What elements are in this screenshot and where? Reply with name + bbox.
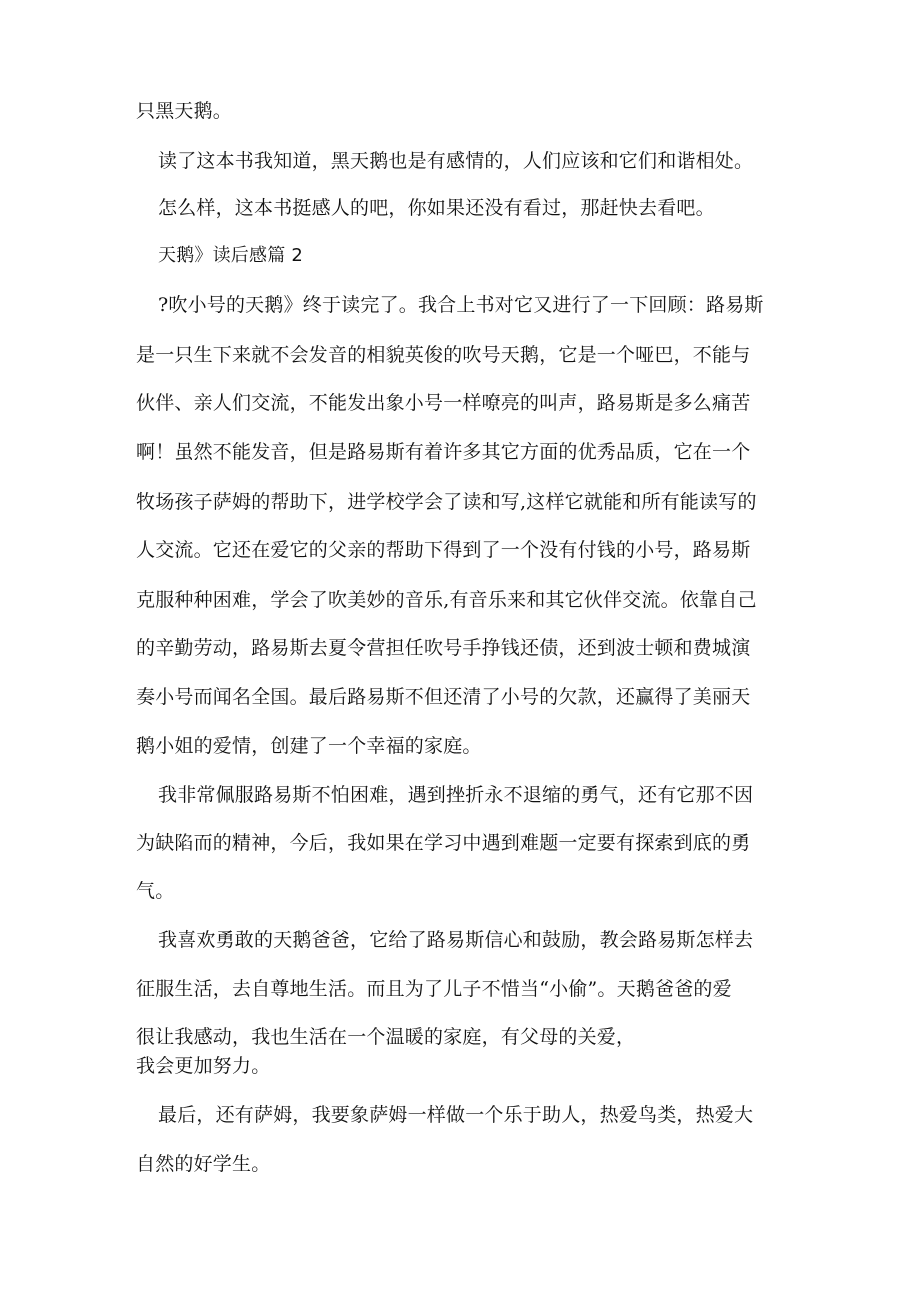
text-line: ?吹小号的天鹅》终于读完了。我合上书对它又进行了一下回顾：路易斯 xyxy=(158,294,764,316)
text-line: 牧场孩子萨姆的帮助下，进学校学会了读和写,这样它就能和所有能读写的 xyxy=(136,491,757,513)
text-line: 气。 xyxy=(136,880,175,902)
text-line: 是一只生下来就不会发音的相貌英俊的吹号天鹅，它是一个哑巴，不能与 xyxy=(136,344,751,366)
text-line: 奏小号而闻名全国。最后路易斯不但还清了小号的欠款，还赢得了美丽天 xyxy=(136,686,751,708)
text-line: 鹅小姐的爱情，创建了一个幸福的家庭。 xyxy=(136,735,482,757)
text-line: 为缺陷而的精神，今后，我如果在学习中遇到难题一定要有探索到底的勇 xyxy=(136,832,751,854)
text-line: 我喜欢勇敢的天鹅爸爸，它给了路易斯信心和鼓励，教会路易斯怎样去 xyxy=(158,929,754,951)
text-line: 人交流。它还在爱它的父亲的帮助下得到了一个没有付钱的小号，路易斯 xyxy=(136,539,751,561)
text-line: 征服生活，去自尊地生活。而且为了儿子不惜当“小偷”。天鹅爸爸的爱 xyxy=(136,978,732,1000)
text-line: 很让我感动，我也生活在一个温暖的家庭，有父母的关爱， xyxy=(136,1026,636,1048)
text-line: 我会更加努力。 xyxy=(136,1055,271,1077)
text-line: 的辛勤劳动，路易斯去夏令营担任吹号手挣钱还债，还到波士顿和费城演 xyxy=(136,637,751,659)
text-line: 读了这本书我知道，黑天鹅也是有感情的，人们应该和它们和谐相处。 xyxy=(158,150,754,172)
text-line: 伙伴、亲人们交流，不能发出象小号一样嘹亮的叫声，路易斯是多么痛苦 xyxy=(136,392,751,414)
text-line: 最后，还有萨姆，我要象萨姆一样做一个乐于助人，热爱鸟类，热爱大 xyxy=(158,1104,754,1126)
text-line: 怎么样，这本书挺感人的吧，你如果还没有看过，那赶快去看吧。 xyxy=(158,197,715,219)
text-line: 啊！虽然不能发音，但是路易斯有着许多其它方面的优秀品质，它在一个 xyxy=(136,441,751,463)
text-line: 只黑天鹅。 xyxy=(136,100,233,122)
text-line: 我非常佩服路易斯不怕困难，遇到挫折永不退缩的勇气，还有它那不因 xyxy=(158,784,754,806)
text-line: 克服种种困难，学会了吹美妙的音乐,有音乐来和其它伙伴交流。依靠自己 xyxy=(136,589,757,611)
text-line: 自然的好学生。 xyxy=(136,1153,271,1175)
section-heading: 天鹅》读后感篇 2 xyxy=(158,245,303,266)
